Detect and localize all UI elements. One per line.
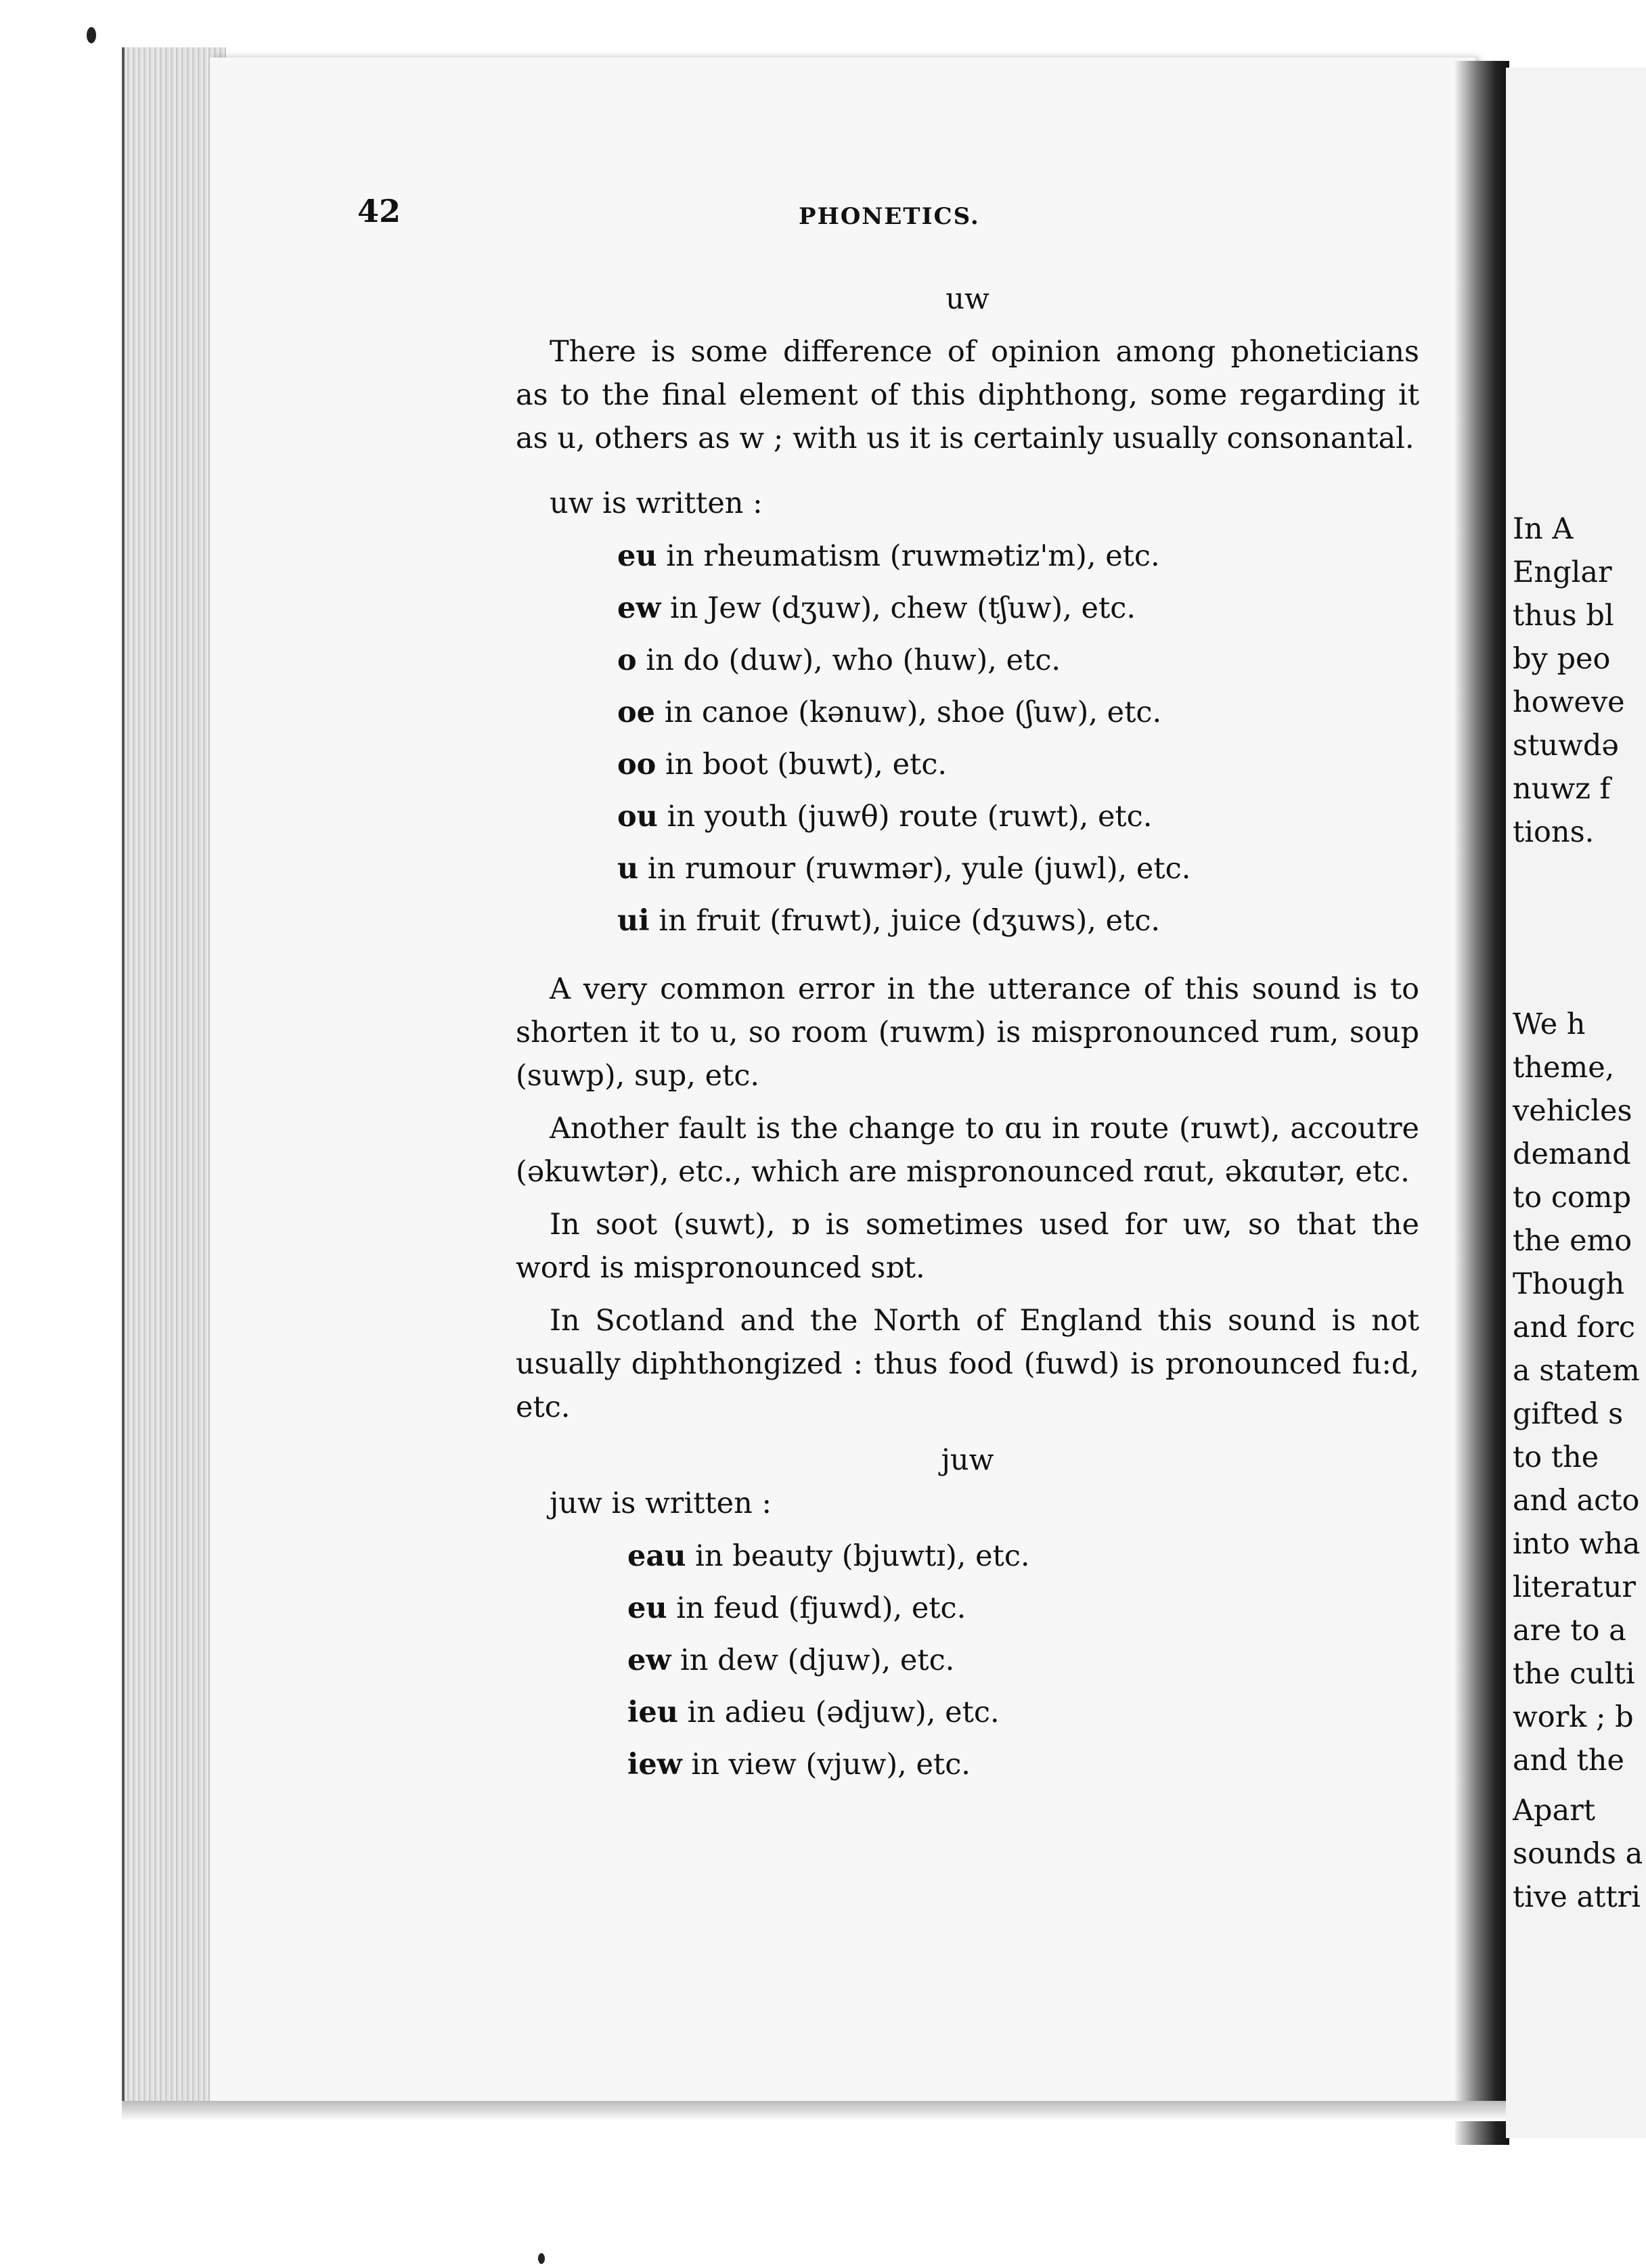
example-line — [627, 1739, 1419, 1791]
scan-speck — [538, 2253, 545, 2264]
example-line — [617, 843, 1419, 895]
facing-line: and the — [1513, 1744, 1624, 1777]
body-paragraph: In Scotland and the North of England this sound is not usually diphthongized : thus food (fuwd) is pronounced fu:d, etc. — [516, 1304, 1419, 1424]
example-line — [617, 635, 1419, 687]
facing-line: sounds a — [1513, 1837, 1643, 1871]
facing-line: the culti — [1513, 1657, 1635, 1691]
facing-line: gifted s — [1513, 1397, 1624, 1431]
facing-page-text — [1513, 507, 1643, 1919]
spacer — [1513, 854, 1643, 1003]
uw-written-label: uw is written : — [550, 486, 763, 520]
body-paragraph: Another fault is the change to ɑu in route (ruwt), accoutre (əkuwtər), etc., which are mispronounced rɑut, əkɑutər, etc. — [516, 1112, 1419, 1189]
example-spelling: eau — [627, 1539, 686, 1573]
section-heading-uw: uw — [946, 282, 989, 316]
example-line — [627, 1530, 1419, 1583]
facing-line: into wha — [1513, 1527, 1641, 1561]
example-text: in rheumatism (ruwmətiz'm), etc. — [657, 539, 1160, 573]
facing-line: Apart — [1513, 1794, 1596, 1828]
example-text: in canoe (kənuw), shoe (ʃuw), etc. — [655, 696, 1162, 729]
facing-line: thus bl — [1513, 599, 1614, 633]
example-text: in view (vjuw), etc. — [682, 1748, 971, 1782]
book-gutter — [1455, 61, 1509, 2145]
example-line — [617, 530, 1419, 583]
example-line — [617, 895, 1419, 947]
example-spelling: eu — [627, 1591, 667, 1625]
facing-line: by peo — [1513, 642, 1611, 676]
intro-paragraph: There is some difference of opinion among phoneticians as to the final element of this diphthong, some regarding it as u, others as w ; with us it is certainly usually consonantal. — [516, 335, 1419, 455]
body-paragraph: In soot (suwt), ɒ is sometimes used for uw, so that the word is mispronounced sɒt. — [516, 1208, 1419, 1285]
facing-line: We h — [1513, 1007, 1586, 1041]
example-text: in dew (djuw), etc. — [671, 1643, 955, 1677]
example-spelling: o — [617, 643, 637, 677]
example-spelling: ew — [627, 1643, 671, 1677]
facing-line: and acto — [1513, 1484, 1640, 1518]
facing-line: tive attri — [1513, 1880, 1641, 1914]
example-spelling: u — [617, 852, 639, 886]
running-head: PHONETICS. — [799, 203, 980, 230]
example-text: in do (duw), who (huw), etc. — [636, 643, 1061, 677]
example-spelling: ew — [617, 591, 661, 625]
example-text: in fruit (fruwt), juice (dʒuws), etc. — [649, 904, 1161, 938]
section-heading-juw: juw — [941, 1443, 994, 1477]
example-line — [617, 739, 1419, 791]
example-spelling: ui — [617, 904, 650, 938]
page-number: 42 — [357, 193, 401, 229]
example-spelling: eu — [617, 539, 657, 573]
facing-page — [1506, 68, 1646, 2138]
facing-line: Englar — [1513, 555, 1612, 589]
example-spelling: ou — [617, 800, 658, 834]
example-text: in feud (fjuwd), etc. — [667, 1591, 966, 1625]
facing-line: demand — [1513, 1137, 1631, 1171]
facing-line: a statem — [1513, 1354, 1640, 1388]
example-text: in adieu (ədjuw), etc. — [677, 1696, 1000, 1729]
example-text: in rumour (ruwmər), yule (juwl), etc. — [638, 852, 1191, 886]
scan-speck — [87, 27, 96, 43]
example-text: in beauty (bjuwtɪ), etc. — [686, 1539, 1030, 1573]
facing-line: howeve — [1513, 685, 1625, 719]
page-bottom-shadow — [122, 2101, 1509, 2121]
facing-line: tions. — [1513, 815, 1595, 849]
facing-line: literatur — [1513, 1570, 1636, 1604]
example-text: in youth (juwθ) route (ruwt), etc. — [657, 800, 1153, 834]
page-body — [516, 277, 1419, 1811]
example-spelling: iew — [627, 1748, 682, 1782]
example-line — [617, 687, 1419, 739]
facing-line: nuwz f — [1513, 772, 1611, 806]
example-spelling: ieu — [627, 1696, 678, 1729]
body-paragraph: A very common error in the utterance of this sound is to shorten it to u, so room (ruwm) is mispronounced rum, soup (suwp), sup, etc. — [516, 972, 1419, 1093]
uw-example-list — [617, 530, 1419, 947]
facing-line: and forc — [1513, 1311, 1635, 1344]
example-spelling: oe — [617, 696, 656, 729]
example-text: in boot (buwt), etc. — [656, 748, 948, 781]
facing-line: vehicles — [1513, 1094, 1632, 1128]
facing-line: In A — [1513, 512, 1574, 546]
facing-line: stuwdə — [1513, 729, 1619, 763]
facing-line: are to a — [1513, 1614, 1626, 1648]
example-line — [617, 583, 1419, 635]
facing-line: theme, — [1513, 1051, 1615, 1085]
facing-line: Though — [1513, 1267, 1625, 1301]
example-line — [617, 791, 1419, 843]
example-line — [627, 1687, 1419, 1739]
juw-example-list — [627, 1530, 1419, 1791]
facing-line: to comp — [1513, 1181, 1632, 1215]
example-text: in Jew (dʒuw), chew (tʃuw), etc. — [661, 591, 1136, 625]
example-spelling: oo — [617, 748, 657, 781]
juw-written-label: juw is written : — [550, 1487, 772, 1520]
example-line — [627, 1635, 1419, 1687]
spacer — [1513, 1782, 1643, 1789]
facing-line: to the — [1513, 1441, 1599, 1474]
example-line — [627, 1583, 1419, 1635]
facing-line: work ; b — [1513, 1700, 1634, 1734]
facing-line: the emo — [1513, 1224, 1632, 1258]
